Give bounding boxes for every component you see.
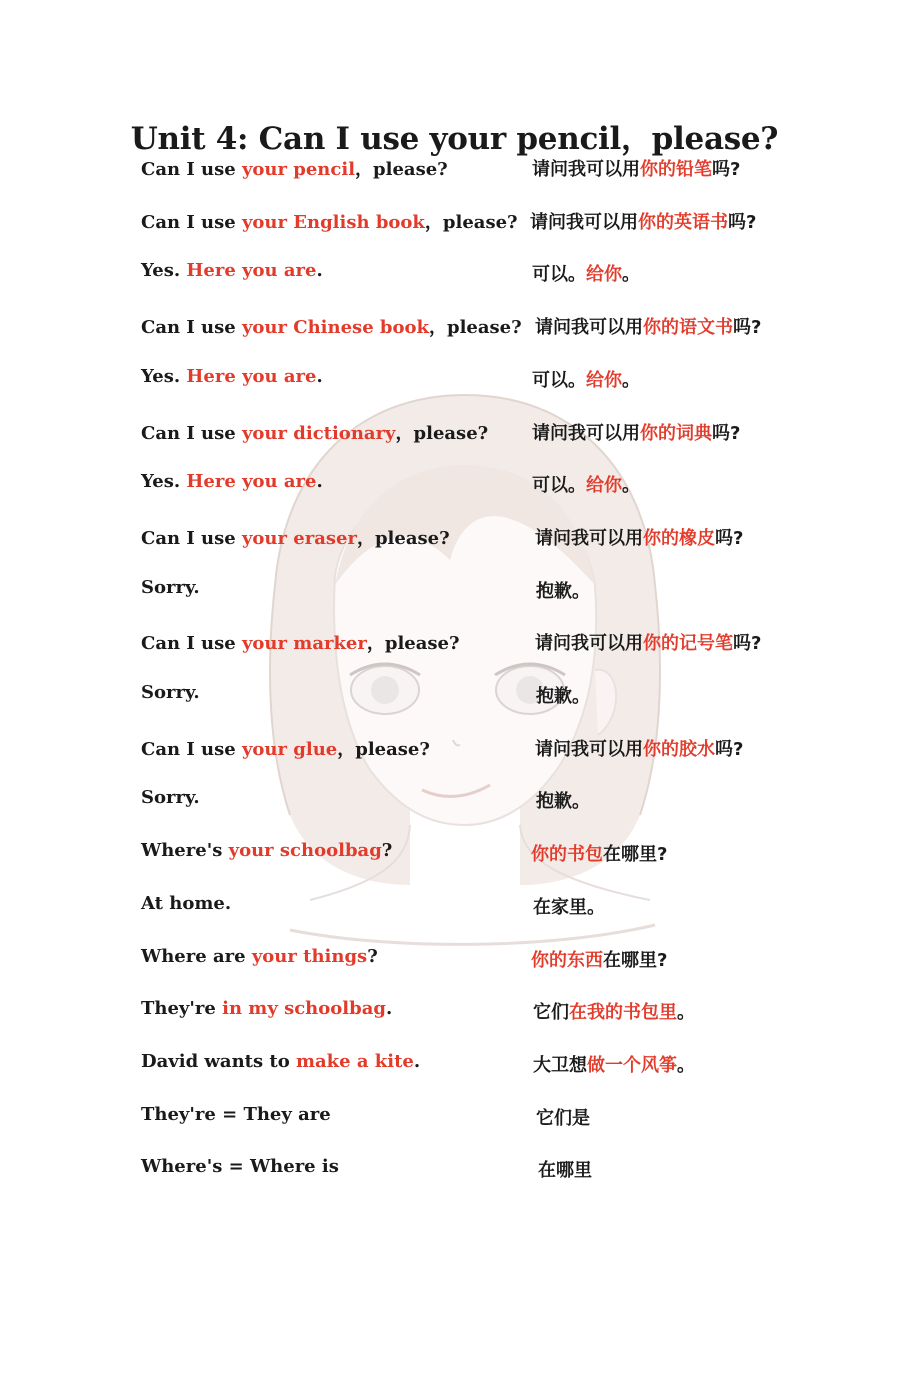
phrase-row xyxy=(0,998,909,1028)
english-text: Can I use xyxy=(141,738,242,760)
phrase-row xyxy=(0,577,909,607)
english-text: Sorry. xyxy=(141,682,200,703)
english-highlight: your schoolbag xyxy=(228,840,382,862)
english-text: ? xyxy=(367,945,378,967)
chinese-text: 可以。 xyxy=(532,369,586,391)
chinese-translation xyxy=(535,735,743,761)
english-text: Yes. xyxy=(141,365,187,387)
english-phrase xyxy=(141,313,522,339)
chinese-text: 请问我可以用 xyxy=(530,211,638,233)
phrase-row xyxy=(0,155,909,185)
chinese-translation xyxy=(531,840,667,866)
chinese-highlight: 在我的书包里 xyxy=(569,1002,677,1024)
english-phrase xyxy=(141,629,460,655)
phrase-row xyxy=(0,682,909,712)
chinese-text: 在家里。 xyxy=(533,896,605,918)
page-title: Unit 4: Can I use your pencil，please? xyxy=(130,120,779,157)
english-text: Where are xyxy=(141,945,252,967)
chinese-translation xyxy=(532,471,640,497)
english-text: ，please? xyxy=(337,738,430,760)
phrase-row xyxy=(0,366,909,396)
english-text: Can I use xyxy=(141,317,242,339)
chinese-text: 。 xyxy=(677,1002,695,1024)
english-text: ，please? xyxy=(356,527,450,549)
english-text: ，please? xyxy=(428,317,522,339)
chinese-translation xyxy=(532,260,640,286)
chinese-translation xyxy=(536,1104,590,1130)
chinese-text: 请问我可以用 xyxy=(535,738,643,760)
chinese-text: 吗? xyxy=(715,738,744,760)
english-text: . xyxy=(316,365,323,387)
english-phrase xyxy=(141,208,518,234)
chinese-highlight: 你的词典 xyxy=(640,422,712,444)
chinese-highlight: 你的铅笔 xyxy=(640,159,712,180)
chinese-text: 吗? xyxy=(733,317,762,339)
english-text: Where's = Where is xyxy=(141,1156,339,1178)
english-text: Can I use xyxy=(141,527,242,549)
chinese-text: 大卫想 xyxy=(533,1054,587,1076)
english-highlight: your dictionary xyxy=(241,422,396,444)
chinese-translation xyxy=(538,1156,592,1182)
chinese-translation xyxy=(531,946,667,972)
phrase-row xyxy=(0,840,909,870)
english-phrase xyxy=(141,946,378,967)
english-phrase xyxy=(141,840,392,861)
chinese-highlight: 你的记号笔 xyxy=(643,633,733,655)
english-highlight: your glue xyxy=(241,738,338,760)
english-text: ，please? xyxy=(424,211,518,233)
chinese-text: 。 xyxy=(622,475,640,497)
english-text: ，please? xyxy=(355,159,448,180)
chinese-translation xyxy=(533,1051,695,1077)
phrase-row xyxy=(0,208,909,238)
english-phrase xyxy=(141,419,488,445)
english-text: Can I use xyxy=(141,159,242,180)
phrase-row xyxy=(0,629,909,659)
english-highlight: make a kite xyxy=(295,1050,414,1072)
english-text: . xyxy=(316,471,323,493)
english-text: ? xyxy=(381,840,393,862)
phrase-row xyxy=(0,419,909,449)
chinese-highlight: 你的东西 xyxy=(531,949,603,971)
chinese-highlight: 你的橡皮 xyxy=(643,527,715,549)
chinese-text: 在哪里 xyxy=(538,1160,592,1182)
english-highlight: your eraser xyxy=(241,527,357,549)
phrase-row xyxy=(0,787,909,817)
chinese-text: 。 xyxy=(622,369,640,391)
english-text: They're = They are xyxy=(141,1103,331,1125)
phrase-row xyxy=(0,1104,909,1134)
chinese-text: 抱歉。 xyxy=(536,580,590,602)
chinese-text: 在哪里? xyxy=(603,949,668,971)
english-phrase xyxy=(141,524,450,550)
english-phrase xyxy=(141,998,392,1019)
english-text: Where's xyxy=(141,840,229,862)
phrase-row xyxy=(0,313,909,343)
english-text: Can I use xyxy=(141,211,242,233)
chinese-text: 吗? xyxy=(715,527,744,549)
english-phrase xyxy=(141,787,200,808)
chinese-text: 它们是 xyxy=(536,1107,590,1129)
english-phrase xyxy=(141,366,323,387)
chinese-text: 它们 xyxy=(533,1002,569,1024)
phrase-row xyxy=(0,524,909,554)
chinese-translation xyxy=(536,787,590,813)
chinese-highlight: 你的书包 xyxy=(531,844,603,866)
chinese-highlight: 你的语文书 xyxy=(643,317,733,339)
english-text: ，please? xyxy=(395,422,489,444)
chinese-highlight: 给你 xyxy=(586,369,622,391)
chinese-text: 在哪里? xyxy=(603,844,668,866)
english-phrase xyxy=(141,155,448,181)
chinese-translation xyxy=(533,893,605,919)
english-phrase xyxy=(141,893,231,914)
chinese-translation xyxy=(535,629,761,655)
english-text: At home. xyxy=(141,892,232,914)
english-highlight: your pencil xyxy=(241,159,356,180)
english-phrase xyxy=(141,260,323,281)
chinese-text: 请问我可以用 xyxy=(532,422,640,444)
phrase-row xyxy=(0,260,909,290)
chinese-text: 。 xyxy=(622,264,640,286)
english-text: Sorry. xyxy=(141,576,200,598)
chinese-text: 吗? xyxy=(733,633,762,655)
english-text: . xyxy=(316,260,323,282)
english-phrase xyxy=(141,735,430,761)
chinese-translation xyxy=(532,155,740,181)
english-phrase xyxy=(141,1051,420,1072)
english-highlight: Here you are xyxy=(186,260,317,282)
chinese-text: 请问我可以用 xyxy=(535,633,643,655)
chinese-translation xyxy=(532,366,640,392)
phrase-row xyxy=(0,1051,909,1081)
chinese-translation xyxy=(535,524,743,550)
phrase-row xyxy=(0,1156,909,1186)
english-text: Sorry. xyxy=(141,787,200,809)
english-text: David wants to xyxy=(141,1050,296,1072)
english-text: ，please? xyxy=(366,633,460,655)
chinese-highlight: 做一个风筝 xyxy=(587,1054,677,1076)
english-text: They're xyxy=(141,998,223,1020)
english-highlight: in my schoolbag xyxy=(222,998,386,1020)
english-text: . xyxy=(385,998,393,1020)
phrase-row xyxy=(0,471,909,501)
english-text: Can I use xyxy=(141,633,242,655)
chinese-text: 请问我可以用 xyxy=(535,527,643,549)
english-phrase xyxy=(141,1104,331,1125)
english-highlight: your things xyxy=(251,945,368,967)
chinese-text: 可以。 xyxy=(532,264,586,286)
english-text: Yes. xyxy=(141,471,187,493)
chinese-highlight: 你的胶水 xyxy=(643,738,715,760)
chinese-text: 请问我可以用 xyxy=(535,317,643,339)
english-highlight: Here you are xyxy=(186,471,317,493)
chinese-text: 抱歉。 xyxy=(536,686,590,707)
english-highlight: Here you are xyxy=(186,365,317,387)
chinese-highlight: 给你 xyxy=(586,264,622,286)
chinese-text: 请问我可以用 xyxy=(532,159,640,180)
english-phrase xyxy=(141,1156,339,1177)
chinese-translation xyxy=(533,998,695,1024)
chinese-text: 吗? xyxy=(728,211,757,233)
chinese-translation xyxy=(536,682,590,708)
chinese-text: 抱歉。 xyxy=(536,791,590,813)
chinese-highlight: 你的英语书 xyxy=(638,211,728,233)
english-phrase xyxy=(141,471,323,492)
chinese-translation xyxy=(532,419,740,445)
english-text: Yes. xyxy=(141,260,187,282)
chinese-text: 。 xyxy=(677,1054,695,1076)
english-phrase xyxy=(141,577,200,598)
phrase-row xyxy=(0,946,909,976)
chinese-text: 可以。 xyxy=(532,475,586,497)
chinese-text: 吗? xyxy=(712,159,741,180)
english-text: . xyxy=(413,1050,421,1072)
chinese-highlight: 给你 xyxy=(586,475,622,497)
chinese-translation xyxy=(535,313,761,339)
phrase-row xyxy=(0,735,909,765)
english-phrase xyxy=(141,682,200,703)
english-highlight: your Chinese book xyxy=(241,317,429,339)
english-text: Can I use xyxy=(141,422,242,444)
chinese-text: 吗? xyxy=(712,422,741,444)
english-highlight: your English book xyxy=(241,211,425,233)
chinese-translation xyxy=(530,208,756,234)
english-highlight: your marker xyxy=(241,633,367,655)
phrase-row xyxy=(0,893,909,923)
chinese-translation xyxy=(536,577,590,603)
